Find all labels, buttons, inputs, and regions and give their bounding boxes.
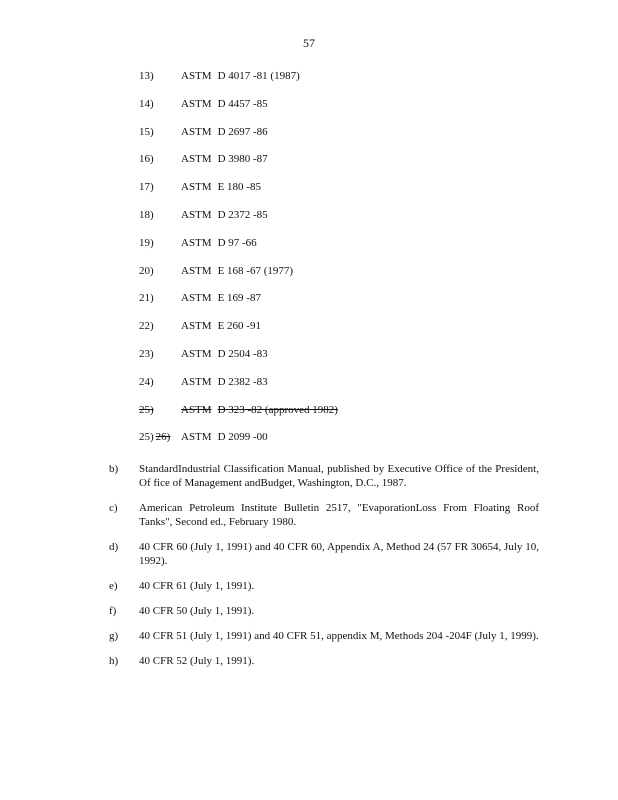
astm-item <box>0 209 618 237</box>
standard-org: ASTM <box>181 320 212 333</box>
standard-org: ASTM <box>181 181 212 194</box>
standard-code: D 2504 -83 <box>217 347 268 360</box>
standard-org: ASTM <box>181 208 212 221</box>
astm-item <box>0 181 618 209</box>
reference-text: 40 CFR 52 (July 1, 1991). <box>139 655 255 667</box>
standard-designation <box>181 348 268 360</box>
item-number <box>139 265 154 277</box>
standard-org: ASTM <box>181 431 212 444</box>
standard-designation <box>181 70 300 82</box>
standard-org: ASTM <box>181 97 212 110</box>
item-number-label: 23) <box>139 347 154 360</box>
item-number-label: 16) <box>139 153 154 166</box>
standard-designation <box>181 265 293 277</box>
standard-org: ASTM <box>181 153 212 166</box>
standard-designation <box>181 126 268 138</box>
reference-item <box>0 629 618 643</box>
item-number-label: 13) <box>139 70 154 82</box>
item-number-label: 25) <box>139 431 154 444</box>
item-number-label: 24) <box>139 375 154 388</box>
item-number-label: 22) <box>139 320 154 333</box>
reference-item <box>0 654 618 668</box>
item-number-label: 20) <box>139 264 154 277</box>
reference-item <box>0 604 618 618</box>
astm-item <box>0 376 618 404</box>
standard-code: D 2372 -85 <box>217 208 268 221</box>
standard-code: D 4017 -81 (1987) <box>217 70 300 82</box>
standard-code: D 323 -82 (approved 1982) <box>217 403 338 416</box>
reference-item <box>0 579 618 593</box>
astm-item <box>0 348 618 376</box>
item-number-label: 18) <box>139 208 154 221</box>
standard-designation <box>181 292 261 304</box>
item-number <box>139 431 170 443</box>
standard-org: ASTM <box>181 70 212 82</box>
item-number <box>139 292 154 304</box>
item-number <box>139 209 154 221</box>
standard-designation <box>181 431 268 443</box>
standard-code: E 260 -91 <box>217 320 261 333</box>
reference-letter: d) <box>109 541 119 553</box>
standard-designation <box>181 98 268 110</box>
astm-item <box>0 70 618 98</box>
item-number-label: 21) <box>139 292 154 305</box>
astm-item <box>0 237 618 265</box>
item-number <box>139 153 154 165</box>
reference-letter: h) <box>109 655 119 667</box>
item-number-label: 17) <box>139 181 154 194</box>
standard-designation <box>181 153 268 165</box>
item-number <box>139 126 154 138</box>
standard-code: D 3980 -87 <box>217 153 268 166</box>
item-number-deleted: 26) <box>155 431 171 444</box>
astm-item <box>0 431 618 459</box>
standard-designation <box>181 181 261 193</box>
standard-org: ASTM <box>181 236 212 249</box>
standard-org: ASTM <box>181 125 212 138</box>
item-number <box>139 320 154 332</box>
reference-letter: e) <box>109 580 118 592</box>
standard-code: D 97 -66 <box>217 236 257 249</box>
reference-item <box>0 462 618 490</box>
page-number: 57 <box>303 36 315 50</box>
item-number-label: 15) <box>139 125 154 138</box>
standard-org: ASTM <box>181 264 212 277</box>
item-number-label: 25) <box>139 403 154 416</box>
standard-code: E 180 -85 <box>217 181 261 194</box>
astm-item <box>0 320 618 348</box>
standard-designation <box>181 320 261 332</box>
reference-text: StandardIndustrial Classification Manual, published by Executive Office of the President, Of fice of Management andBudget, Washington, D.C., 1987. <box>139 463 539 489</box>
item-number <box>139 237 154 249</box>
reference-text: 40 CFR 60 (July 1, 1991) and 40 CFR 60, Appendix A, Method 24 (57 FR 30654, July 10, 1992). <box>139 541 539 567</box>
standard-designation <box>181 376 268 388</box>
standard-org: ASTM <box>181 375 212 388</box>
reference-text: 40 CFR 51 (July 1, 1991) and 40 CFR 51, appendix M, Methods 204 -204F (July 1, 1999). <box>139 630 539 642</box>
reference-item <box>0 501 618 529</box>
astm-item <box>0 98 618 126</box>
astm-item <box>0 292 618 320</box>
reference-item <box>0 540 618 568</box>
reference-text: 40 CFR 61 (July 1, 1991). <box>139 580 255 592</box>
item-number-label: 19) <box>139 236 154 249</box>
item-number <box>139 404 154 416</box>
standard-org: ASTM <box>181 292 212 305</box>
item-number-label: 14) <box>139 97 154 110</box>
standard-code: E 169 -87 <box>217 292 261 305</box>
item-number <box>139 348 154 360</box>
references-list <box>0 462 618 679</box>
item-number <box>139 181 154 193</box>
astm-item <box>0 153 618 181</box>
reference-letter: f) <box>109 605 117 617</box>
reference-text: American Petroleum Institute Bulletin 2517, "EvaporationLoss From Floating Roof Tanks", Second ed., February 1980. <box>139 502 539 528</box>
astm-item-struck <box>0 404 618 432</box>
standard-designation <box>181 237 257 249</box>
standard-org: ASTM <box>181 403 212 416</box>
reference-letter: c) <box>109 502 118 514</box>
astm-item <box>0 265 618 293</box>
standard-org: ASTM <box>181 347 212 360</box>
reference-letter: b) <box>109 463 119 475</box>
item-number <box>139 98 154 110</box>
item-number <box>139 70 154 82</box>
standard-code: D 4457 -85 <box>217 97 268 110</box>
standard-code: E 168 -67 (1977) <box>217 264 294 277</box>
standard-code: D 2697 -86 <box>217 125 268 138</box>
astm-standards-list <box>0 70 618 459</box>
item-number <box>139 376 154 388</box>
standard-code: D 2099 -00 <box>217 431 268 444</box>
reference-text: 40 CFR 50 (July 1, 1991). <box>139 605 255 617</box>
astm-item <box>0 126 618 154</box>
standard-designation <box>181 209 268 221</box>
standard-designation <box>181 404 338 416</box>
reference-letter: g) <box>109 630 119 642</box>
standard-code: D 2382 -83 <box>217 375 268 388</box>
